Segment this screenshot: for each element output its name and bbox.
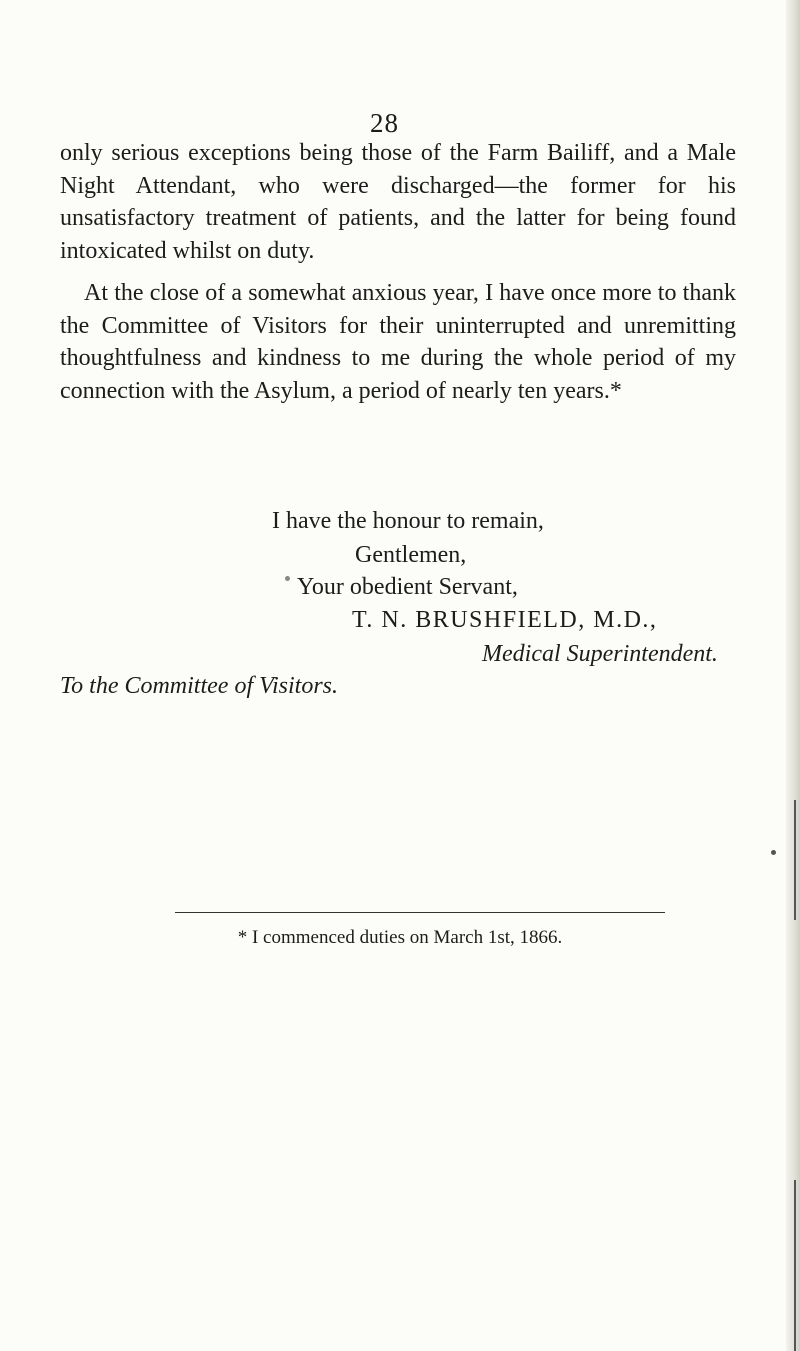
page-number: 28 (370, 108, 399, 138)
signatory-title: Medical Superintendent. (482, 641, 718, 667)
footnote: * I commenced duties on March 1st, 1866. (237, 927, 563, 948)
page-edge-mark (794, 1180, 796, 1351)
page-edge-shadow (786, 0, 800, 1351)
paper-speck (285, 576, 290, 581)
signatory-name: T. N. BRUSHFIELD, M.D., (352, 607, 658, 633)
paragraph-2: At the close of a somewhat anxious year, I have once more to thank the Committee of Visitors for their uninterrupted and unremitting thoughtfulness and kindness to me during the whole period of my connection with the Asylum, a period of nearly ten years.* (60, 280, 736, 404)
closing-line-servant: Your obedient Servant, (297, 574, 518, 600)
page-edge-mark (794, 800, 796, 920)
paragraph-1: only serious exceptions being those of the Farm Bailiff, and a Male Night Attendant, who were discharged—the former for his unsatisfactory treatment of patients, and the latter for being found intoxicated whilst on duty. (60, 140, 736, 264)
closing-line-remain: I have the honour to remain, (272, 508, 544, 534)
closing-line-gentlemen: Gentlemen, (355, 542, 467, 568)
addressee-line: To the Committee of Visitors. (60, 673, 339, 699)
footnote-rule (175, 912, 665, 913)
paper-speck (771, 850, 776, 855)
